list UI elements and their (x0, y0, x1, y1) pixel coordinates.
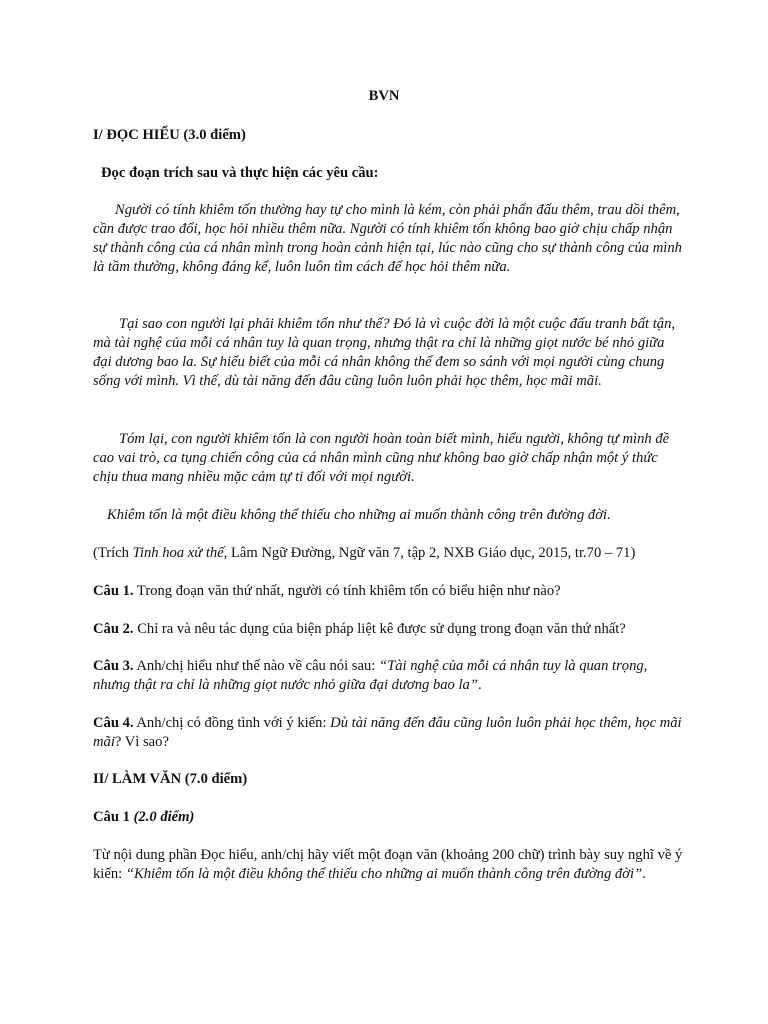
question-4-text: Anh/chị có đồng tình với ý kiến: (133, 715, 331, 731)
question-3-quote: “Tài nghệ của mỗi cá nhân tuy là quan trọng, nhưng thật ra chỉ là những giọt nước nhỏ giữa đại dương bao la” (93, 658, 648, 693)
question-1-label: Câu 1. (93, 583, 134, 599)
question-3-text: Anh/chị hiểu như thế nào về câu nói sau: (133, 658, 379, 674)
essay-question-1-quote: “Khiêm tốn là một điều không thể thiếu cho những ai muốn thành công trên đường đời” (125, 866, 643, 882)
question-1 (93, 582, 683, 601)
essay-question-1-end: . (642, 866, 646, 882)
question-2-label: Câu 2. (93, 621, 134, 637)
section2-heading: II/ LÀM VĂN (7.0 điểm) (93, 771, 248, 787)
question-4-quote: Dù tài năng đến đâu cũng luôn luôn phải học thêm, học mãi mãi (93, 715, 682, 750)
question-2-text: Chỉ ra và nêu tác dụng của biện pháp liệt kê được sử dụng trong đoạn văn thứ nhất? (133, 621, 626, 637)
passage-paragraph-1: Người có tính khiêm tốn thường hay tự cho mình là kém, còn phải phấn đấu thêm, trau dồi thêm, cần được trao đổi, học hỏi nhiều thêm nữa. Người có tính khiêm tốn không bao giờ chịu chấp nhận sự thành công của cá nhân mình trong hoàn cảnh hiện tại, lúc nào cũng cho sự thành công của mình là tầm thường, không đáng kể, luôn luôn tìm cách để học hỏi thêm nữa. (93, 202, 682, 275)
section1-heading: I/ ĐỌC HIỂU (3.0 điểm) (93, 127, 246, 143)
reading-instruction: Đọc đoạn trích sau và thực hiện các yêu cầu: (101, 165, 379, 181)
question-4-end: ? Vì sao? (114, 734, 169, 750)
essay-question-1-label: Câu 1 (93, 809, 130, 825)
question-3-end: . (477, 677, 482, 693)
citation-prefix: (Trích (93, 545, 133, 561)
passage-paragraph-4: Khiêm tốn là một điều không thể thiếu cho những ai muốn thành công trên đường đời. (107, 507, 611, 523)
essay-question-1-heading (93, 808, 683, 827)
essay-question-1-text (93, 846, 683, 884)
essay-question-1-points: (2.0 điểm) (133, 809, 195, 825)
essay-question-1-prompt: Từ nội dung phần Đọc hiểu, anh/chị hãy viết một đoạn văn (khoảng 200 chữ) trình bày suy nghĩ về ý kiến: (93, 847, 683, 882)
question-3 (93, 657, 683, 695)
question-2 (93, 620, 683, 639)
question-4 (93, 714, 683, 752)
document-title: BVN (368, 88, 400, 104)
passage-paragraph-3: Tóm lại, con người khiêm tốn là con người hoàn toàn biết mình, hiểu người, không tự mình đề cao vai trò, ca tụng chiến công của cá nhân mình cũng như không bao giờ chấp nhận một ý thức chịu thua mang nhiều mặc cảm tự ti đối với mọi người. (93, 431, 670, 485)
citation-work-title: Tinh hoa xử thế (132, 545, 224, 561)
question-3-label: Câu 3. (93, 658, 134, 674)
citation (93, 544, 683, 563)
question-4-label: Câu 4. (93, 715, 134, 731)
question-1-text: Trong đoạn văn thứ nhất, người có tính khiêm tốn có biểu hiện như nào? (133, 583, 561, 599)
passage-paragraph-2: Tại sao con người lại phải khiêm tốn như thế? Đó là vì cuộc đời là một cuộc đấu tranh bất tận, mà tài nghệ của mỗi cá nhân tuy là quan trọng, nhưng thật ra chỉ là những giọt nước bé nhỏ giữa đại dương bao la. Sự hiểu biết của mỗi cá nhân không thể đem so sánh với mọi người cùng chung sống với mình. Vì thế, dù tài năng đến đâu cũng luôn luôn phải học thêm, học mãi mãi. (93, 316, 676, 389)
citation-suffix: , Lâm Ngữ Đường, Ngữ văn 7, tập 2, NXB Giáo dục, 2015, tr.70 – 71) (223, 545, 636, 561)
